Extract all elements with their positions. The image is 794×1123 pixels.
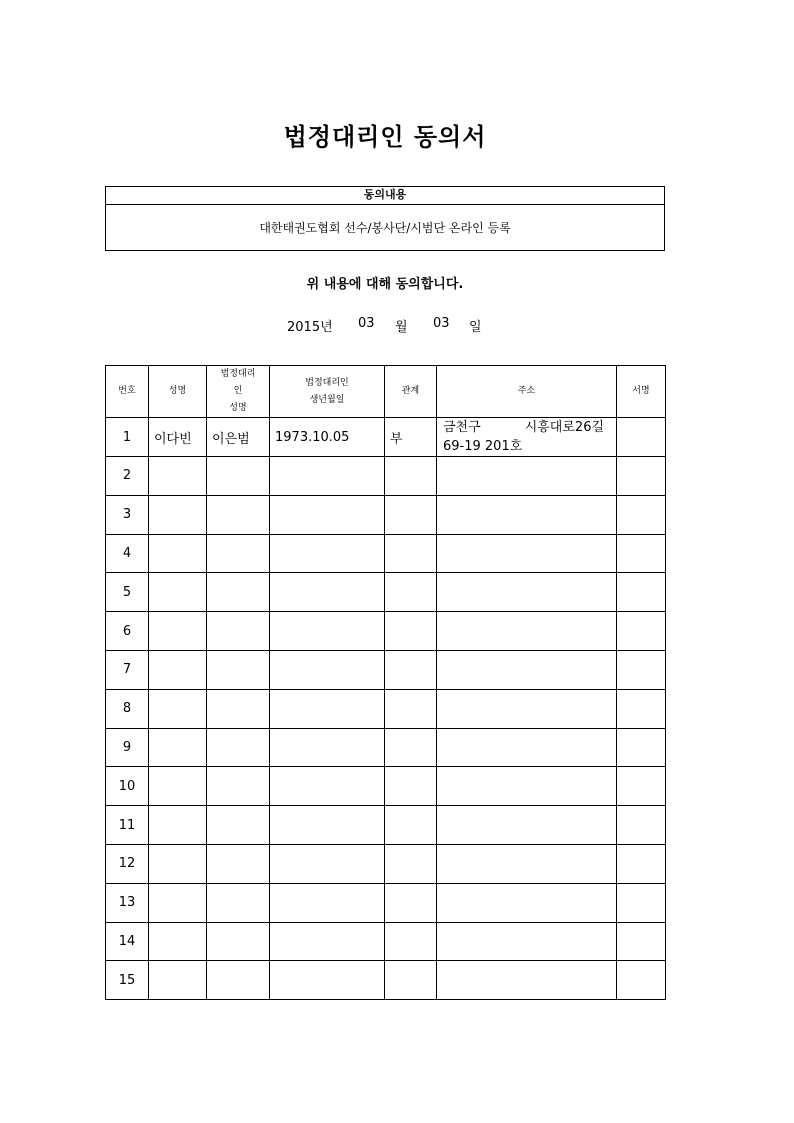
table-row [106, 418, 666, 457]
row-number: 6 [106, 612, 149, 651]
row-address [437, 689, 617, 728]
header-guardian-name-line1: 법정대리 [220, 369, 256, 379]
header-signature: 서명 [617, 366, 666, 418]
row-number: 11 [106, 806, 149, 845]
row-number: 5 [106, 573, 149, 612]
row-signature [617, 961, 666, 1000]
row-guardian-name [207, 534, 270, 573]
row-signature [617, 883, 666, 922]
row-name [149, 573, 207, 612]
row-address [437, 844, 617, 883]
table-row [106, 767, 666, 806]
row-guardian-name [207, 767, 270, 806]
row-guardian-birth [270, 883, 385, 922]
row-guardian-birth [270, 922, 385, 961]
row-guardian-name [207, 612, 270, 651]
row-guardian-birth [270, 457, 385, 496]
address-detail: 69-19 201호 [443, 439, 523, 454]
address-district: 금천구 [443, 420, 481, 435]
date-day-unit: 일 [469, 320, 482, 335]
address-street: 시흥대로26길 [524, 420, 605, 435]
row-signature [617, 573, 666, 612]
table-row [106, 883, 666, 922]
row-guardian-birth: 1973.10.05 [270, 418, 385, 457]
row-name [149, 806, 207, 845]
row-number: 8 [106, 689, 149, 728]
row-name [149, 961, 207, 1000]
row-signature [617, 418, 666, 457]
header-guardian-birth-line2: 생년월일 [309, 394, 345, 405]
row-relation [385, 650, 437, 689]
row-number: 10 [106, 767, 149, 806]
row-address [437, 534, 617, 573]
header-relation: 관계 [385, 366, 437, 418]
table-row [106, 495, 666, 534]
consent-header: 동의내용 [106, 187, 664, 205]
row-relation [385, 922, 437, 961]
row-signature [617, 534, 666, 573]
date-year: 2015년 [287, 320, 333, 335]
row-relation [385, 534, 437, 573]
row-number: 14 [106, 922, 149, 961]
row-relation [385, 573, 437, 612]
row-guardian-name [207, 457, 270, 496]
header-guardian-birth [270, 366, 385, 418]
row-name [149, 883, 207, 922]
header-guardian-name-line3: 성명 [229, 403, 247, 413]
header-guardian-birth-line1: 법정대리인 [305, 377, 349, 388]
row-guardian-birth [270, 534, 385, 573]
row-guardian-birth [270, 650, 385, 689]
row-name: 이다빈 [149, 418, 207, 457]
table-row [106, 573, 666, 612]
header-guardian-name-line2: 인 [233, 386, 243, 396]
row-guardian-name [207, 806, 270, 845]
row-address [437, 650, 617, 689]
row-address [437, 612, 617, 651]
row-guardian-name [207, 573, 270, 612]
row-signature [617, 922, 666, 961]
row-guardian-birth [270, 612, 385, 651]
header-name: 성명 [149, 366, 207, 418]
row-name [149, 612, 207, 651]
table-row [106, 612, 666, 651]
row-name [149, 844, 207, 883]
row-guardian-name [207, 961, 270, 1000]
row-address [437, 767, 617, 806]
table-row [106, 457, 666, 496]
row-name [149, 650, 207, 689]
row-guardian-name [207, 689, 270, 728]
row-number: 2 [106, 457, 149, 496]
row-relation [385, 883, 437, 922]
row-relation [385, 767, 437, 806]
row-guardian-birth [270, 495, 385, 534]
table-header-row [106, 366, 666, 418]
row-number: 9 [106, 728, 149, 767]
row-signature [617, 495, 666, 534]
row-guardian-birth [270, 573, 385, 612]
row-guardian-birth [270, 961, 385, 1000]
row-address [437, 728, 617, 767]
row-guardian-name: 이은범 [207, 418, 270, 457]
row-relation [385, 806, 437, 845]
row-signature [617, 650, 666, 689]
table-row [106, 689, 666, 728]
row-relation [385, 844, 437, 883]
row-address [437, 806, 617, 845]
row-guardian-name [207, 883, 270, 922]
row-address [437, 457, 617, 496]
row-number: 15 [106, 961, 149, 1000]
row-address [437, 883, 617, 922]
row-name [149, 457, 207, 496]
row-relation [385, 495, 437, 534]
consent-signature-table [105, 365, 666, 1000]
table-row [106, 534, 666, 573]
row-number: 3 [106, 495, 149, 534]
row-signature [617, 612, 666, 651]
table-row [106, 728, 666, 767]
row-signature [617, 844, 666, 883]
row-number: 4 [106, 534, 149, 573]
row-name [149, 495, 207, 534]
consent-content: 대한태권도협회 선수/봉사단/시범단 온라인 등록 [259, 221, 511, 235]
row-relation [385, 612, 437, 651]
row-guardian-birth [270, 767, 385, 806]
header-address: 주소 [437, 366, 617, 418]
table-row [106, 650, 666, 689]
row-signature [617, 728, 666, 767]
row-name [149, 728, 207, 767]
row-relation: 부 [385, 418, 437, 457]
document-title: 법정대리인 동의서 [283, 123, 487, 151]
row-guardian-birth [270, 844, 385, 883]
date-line [0, 316, 794, 334]
row-name [149, 922, 207, 961]
date-month: 03 [358, 316, 375, 331]
row-guardian-name [207, 922, 270, 961]
row-address [437, 495, 617, 534]
row-signature [617, 689, 666, 728]
row-address [437, 418, 617, 457]
agreement-statement: 위 내용에 대해 동의합니다. [306, 277, 464, 292]
row-name [149, 689, 207, 728]
header-guardian-name [207, 366, 270, 418]
row-address [437, 573, 617, 612]
row-signature [617, 767, 666, 806]
date-day: 03 [433, 316, 450, 331]
row-guardian-name [207, 728, 270, 767]
row-relation [385, 728, 437, 767]
row-address [437, 922, 617, 961]
header-number: 번호 [106, 366, 149, 418]
date-month-unit: 월 [395, 320, 408, 335]
row-guardian-name [207, 495, 270, 534]
row-signature [617, 806, 666, 845]
table-row [106, 806, 666, 845]
table-row [106, 844, 666, 883]
row-guardian-name [207, 650, 270, 689]
row-guardian-birth [270, 689, 385, 728]
row-guardian-birth [270, 806, 385, 845]
row-number: 12 [106, 844, 149, 883]
row-relation [385, 457, 437, 496]
table-row [106, 961, 666, 1000]
row-relation [385, 689, 437, 728]
consent-box [105, 186, 665, 251]
row-address [437, 961, 617, 1000]
row-number: 7 [106, 650, 149, 689]
row-name [149, 767, 207, 806]
row-guardian-name [207, 844, 270, 883]
row-relation [385, 961, 437, 1000]
row-number: 1 [106, 418, 149, 457]
row-signature [617, 457, 666, 496]
table-row [106, 922, 666, 961]
row-name [149, 534, 207, 573]
row-guardian-birth [270, 728, 385, 767]
row-number: 13 [106, 883, 149, 922]
